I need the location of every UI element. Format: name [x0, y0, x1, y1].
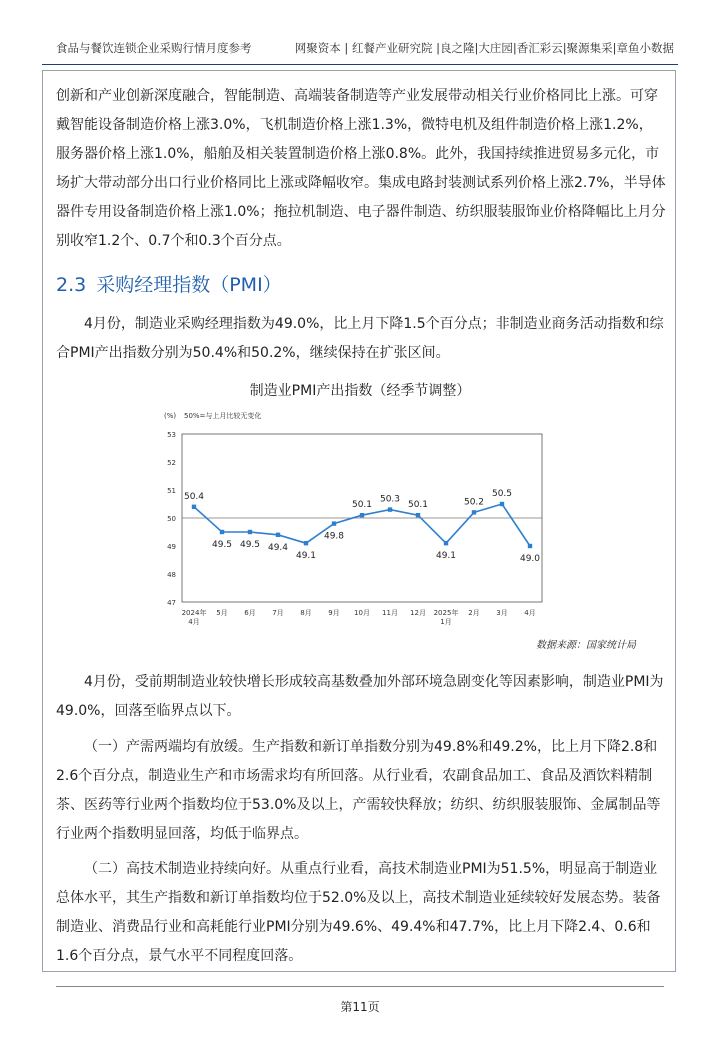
data-point	[276, 533, 280, 537]
data-point	[416, 513, 420, 517]
paragraph-price-trends: 创新和产业创新深度融合，智能制造、高端装备制造等产业发展带动相关行业价格同比上涨。可穿戴智能设备制造价格上涨3.0%，飞机制造价格上涨1.3%，微特电机及组件制造价格上涨1.2%，服务器价格上涨1.0%，船舶及相关装置制造价格上涨0.8%。此外，我国持续推进贸易多元化，市场扩大带动部分出口行业价格同比上涨或降幅收窄。集成电路封装测试系列价格上涨2.7%，半导体器件专用设备制造价格上涨1.0%；拖拉机制造、电子器件制造、纺织服装服饰业价格降幅比上月分别收窄1.2个、0.7个和0.3个百分点。	[56, 88, 666, 249]
data-label: 49.5	[211, 540, 233, 550]
paragraph-high-tech	[56, 855, 666, 971]
y-tick-label: 48	[167, 571, 176, 579]
header-divider	[42, 64, 678, 65]
y-tick-label: 53	[167, 431, 176, 439]
data-label: 50.5	[491, 489, 513, 499]
x-tick-label	[272, 609, 283, 617]
y-tick-label: 47	[167, 599, 176, 607]
data-point	[360, 513, 364, 517]
data-label: 49.8	[323, 531, 345, 542]
x-tick-label	[354, 609, 370, 617]
x-tick-label	[244, 609, 255, 617]
section-number: 2.3	[56, 274, 87, 296]
x-tick-label-line: 12月	[410, 609, 426, 617]
data-label: 49.1	[295, 551, 317, 562]
x-tick-label-line: 5月	[216, 609, 228, 617]
x-tick-label-line: 2025年	[433, 609, 459, 617]
paragraph-high-tech-text: （二）高技术制造业持续向好。从重点行业看，高技术制造业PMI为51.5%，明显高于制造业总体水平，其生产指数和新订单指数均位于52.0%及以上，高技术制造业延续较好发展态势。装备制造业、消费品行业和高耗能行业PMI分别为49.6%、49.4%和47.7%，比上月下降2.4、0.6和1.6个百分点，景气水平不同程度回落。	[56, 861, 661, 964]
header-sources: 网聚资本 | 红餐产业研究院 |良之隆|大庄园|香汇彩云|聚源集采|章鱼小数据	[294, 41, 674, 55]
x-tick-label	[328, 609, 339, 617]
paragraph-supply-demand-text: （一）产需两端均有放缓。生产指数和新订单指数分别为49.8%和49.2%，比上月下降2.8和2.6个百分点，制造业生产和市场需求均有所回落。从行业看，农副食品加工、食品及酒饮料精制茶、医药等行业两个指数均位于53.0%及以上，产需较快释放；纺织、纺织服装服饰、金属制品等行业两个指数明显回落，均低于临界点。	[56, 739, 661, 842]
pmi-line-chart	[150, 404, 560, 636]
data-point	[444, 541, 448, 545]
x-tick-label-line: 8月	[300, 609, 312, 617]
x-tick-label-line: 9月	[328, 609, 340, 617]
x-tick-label	[496, 609, 507, 617]
paragraph-pmi-summary-text: 4月份，制造业采购经理指数为49.0%，比上月下降1.5个百分点；非制造业商务活动指数和综合PMI产出指数分别为50.4%和50.2%，继续保持在扩张区间。	[56, 316, 664, 361]
data-label: 50.1	[351, 500, 373, 511]
data-point	[192, 505, 196, 509]
footer-divider	[56, 986, 664, 987]
x-tick-label-line: 10月	[354, 609, 370, 617]
x-tick-label	[468, 609, 479, 617]
chart-unit-label: (%)	[164, 412, 177, 420]
x-tick-label	[524, 609, 535, 617]
x-tick-label	[300, 609, 311, 617]
x-tick-label-line: 4月	[188, 618, 200, 626]
chart-source: 数据来源：国家统计局	[536, 640, 636, 651]
pmi-chart-svg	[150, 404, 560, 636]
data-label: 50.2	[463, 497, 485, 508]
x-tick-label-line: 2024年	[181, 609, 207, 617]
x-tick-label	[382, 609, 398, 617]
x-tick-label-line: 7月	[272, 609, 284, 617]
y-tick-label: 49	[167, 543, 176, 551]
data-label: 49.4	[267, 542, 289, 553]
data-label: 49.5	[239, 540, 261, 550]
data-point	[388, 507, 392, 511]
paragraph-pmi-summary	[56, 310, 666, 368]
x-tick-label-line: 2月	[468, 609, 480, 617]
section-heading	[56, 270, 282, 297]
data-label: 50.3	[379, 494, 401, 505]
page-number: 第11页	[340, 1000, 380, 1014]
data-label: 50.4	[183, 491, 205, 502]
paragraph-pmi-april-text: 4月份，受前期制造业较快增长形成较高基数叠加外部环境急剧变化等因素影响，制造业PMI为49.0%，回落至临界点以下。	[56, 674, 664, 719]
data-point	[304, 541, 308, 545]
x-tick-label	[434, 608, 459, 626]
x-tick-label-line: 11月	[382, 609, 398, 617]
y-tick-label: 52	[167, 459, 176, 467]
x-tick-label-line: 6月	[244, 609, 256, 617]
data-point	[220, 530, 224, 534]
x-tick-label	[216, 609, 227, 617]
data-point	[248, 530, 252, 534]
x-tick-label	[410, 609, 426, 617]
paragraph-supply-demand	[56, 733, 666, 849]
chart-note: 50%=与上月比较无变化	[184, 412, 262, 420]
section-title-text: 采购经理指数（PMI）	[96, 274, 282, 296]
data-point	[500, 502, 504, 506]
data-label: 50.1	[407, 500, 429, 511]
x-tick-label-line: 4月	[524, 609, 536, 617]
data-point	[472, 510, 476, 514]
y-tick-label: 50	[167, 515, 176, 523]
data-point	[528, 544, 532, 548]
header-title: 食品与餐饮连锁企业采购行情月度参考	[56, 41, 252, 55]
chart-title: 制造业PMI产出指数（经季节调整）	[249, 383, 471, 399]
paragraph-pmi-april	[56, 668, 666, 726]
data-label: 49.1	[435, 551, 457, 562]
data-label: 49.0	[519, 554, 541, 564]
data-point	[332, 521, 336, 525]
x-tick-label	[182, 608, 207, 626]
y-tick-label: 51	[167, 487, 176, 495]
x-tick-label-line: 1月	[440, 618, 452, 626]
x-tick-label-line: 3月	[496, 609, 508, 617]
